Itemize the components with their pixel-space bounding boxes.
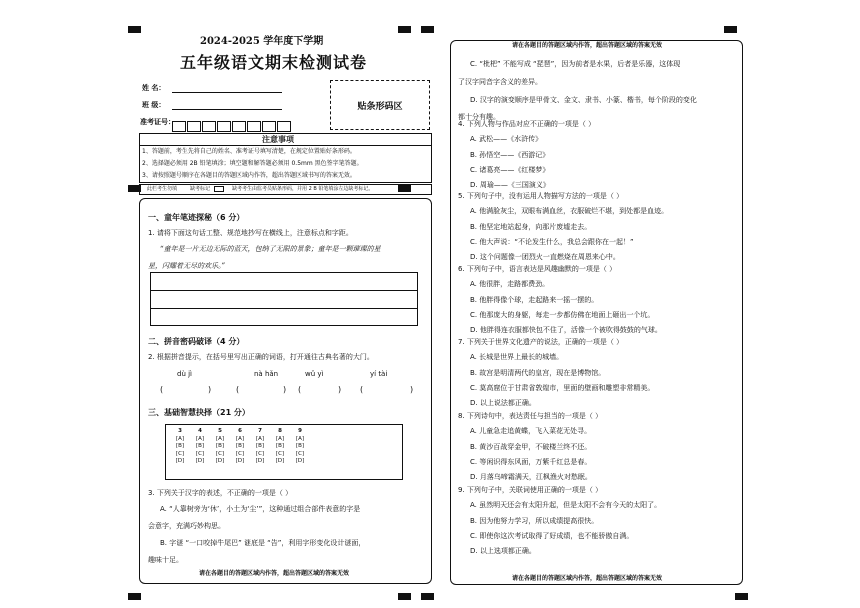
choice-grid-column [212, 428, 228, 466]
choice-grid-column [232, 428, 248, 466]
question-6-text: 6. 下列句子中，语言表达是风趣幽默的一项是（ ） [458, 265, 617, 273]
answer-paren-close[interactable]: ) [283, 385, 287, 394]
choice-bubble[interactable]: [D] [215, 458, 225, 465]
choice-bubble[interactable]: [B] [175, 443, 185, 450]
question-3-option-a-cont: 会意字，充满巧妙构思。 [148, 522, 225, 530]
choice-bubble[interactable]: [C] [195, 450, 205, 457]
choice-bubble[interactable]: [C] [255, 450, 265, 457]
choice-bubble[interactable]: [A] [215, 435, 225, 442]
choice-question-number: 9 [298, 428, 302, 434]
answer-paren-open[interactable]: ( [160, 385, 164, 394]
choice-bubble[interactable]: [A] [295, 435, 305, 442]
choice-bubble[interactable]: [C] [275, 450, 285, 457]
name-field[interactable] [172, 92, 282, 93]
answer-paren-open[interactable]: ( [360, 385, 364, 394]
choice-grid-column [172, 428, 188, 466]
exam-id-label: 准考证号： [140, 118, 175, 126]
pinyin-4: yí tài [370, 370, 388, 378]
class-label: 班 级： [142, 101, 166, 109]
alignment-mark [421, 26, 434, 33]
choice-bubble[interactable]: [B] [295, 443, 305, 450]
alignment-mark [735, 593, 748, 600]
barcode-area-label: 贴条形码区 [357, 101, 403, 112]
pinyin-1: dù jì [177, 370, 192, 378]
question-6-option: C. 他那庞大的身躯，每走一步都仿佛在地面上砸出一个坑。 [470, 311, 655, 319]
question-9-option: C. 即使你这次考试取得了好成绩，也不能骄傲自满。 [470, 532, 634, 540]
question-4-option: B. 孙悟空——《西游记》 [470, 151, 550, 159]
alignment-mark [128, 593, 141, 600]
choice-bubble[interactable]: [B] [255, 443, 265, 450]
name-label: 姓 名： [142, 84, 166, 92]
choice-grid-column [252, 428, 268, 466]
choice-bubble[interactable]: [C] [175, 450, 185, 457]
answer-paren-close[interactable]: ) [410, 385, 414, 394]
question-6-option: B. 他胖得像个球，走起路来一摇一摆的。 [470, 296, 599, 304]
notice-item-2: 2、选择题必须用 2B 铅笔填涂；填空题和解答题必须用 0.5mm 黑色签字笔答题。 [142, 160, 363, 167]
question-3-option-b: B. 字谜 “一口咬掉牛尾巴” 谜底是 “告”，利用字形变化设计谜面， [160, 539, 366, 547]
question-5-option: C. 他大声说：“不论发生什么，我总会跟你在一起！” [470, 238, 634, 246]
choice-bubble[interactable]: [D] [235, 458, 245, 465]
choice-bubble[interactable]: [D] [175, 458, 185, 465]
question-8-option: C. 等闲识得东风面，万紫千红总是春。 [470, 458, 592, 466]
writing-line [150, 308, 418, 309]
question-7-option: B. 故宫是明清两代的皇宫，现在是博物馆。 [470, 369, 606, 377]
choice-bubble[interactable]: [D] [255, 458, 265, 465]
choice-bubble[interactable]: [C] [235, 450, 245, 457]
barcode-area [330, 80, 430, 130]
question-3-option-b-cont: 趣味十足。 [148, 556, 183, 564]
question-4-option: C. 诸葛亮——《红楼梦》 [470, 166, 550, 174]
pinyin-3: wǔ yì [305, 370, 324, 378]
question-3-option-d-cont: 都十分有趣。 [458, 113, 500, 121]
choice-bubble[interactable]: [B] [215, 443, 225, 450]
question-9-option: B. 因为他努力学习，所以成绩提高很快。 [470, 517, 599, 525]
choice-bubble[interactable]: [C] [215, 450, 225, 457]
question-4-option: A. 武松——《水浒传》 [470, 135, 543, 143]
choice-question-number: 4 [198, 428, 202, 434]
answer-paren-close[interactable]: ) [338, 385, 342, 394]
question-6-option: D. 他胖得连衣服都快包不住了，活像一个被吹得鼓鼓的气球。 [470, 326, 662, 334]
choice-question-number: 3 [178, 428, 182, 434]
question-3-option-c: C. “枇杷” 不能写成 “琵琶”，因为前者是水果，后者是乐器，这体现 [470, 60, 681, 68]
choice-question-number: 7 [258, 428, 262, 434]
footer-note: 请在各题目的答题区域内作答，超出答题区域的答案无效 [199, 570, 350, 577]
alignment-mark [724, 26, 737, 33]
question-4-option: D. 周瑜——《三国演义》 [470, 181, 550, 189]
choice-bubble[interactable]: [D] [195, 458, 205, 465]
notice-title: 注意事项 [262, 135, 294, 144]
choice-bubble[interactable]: [A] [255, 435, 265, 442]
choice-question-number: 8 [278, 428, 282, 434]
alignment-mark [398, 593, 411, 600]
question-4-text: 4. 下列人物与作品对应不正确的一项是（ ） [458, 120, 596, 128]
exam-main-title: 五年级语文期末检测试卷 [180, 53, 368, 72]
quote-line-1: “童年是一片无边无际的蓝天，包纳了无限的景象；童年是一颗璀璨的星 [160, 245, 381, 253]
choice-bubble[interactable]: [C] [295, 450, 305, 457]
question-8-option: B. 黄沙百战穿金甲，不破楼兰终不还。 [470, 443, 592, 451]
question-2-text: 2. 根据拼音提示，在括号里写出正确的词语，打开通往古典名著的大门。 [148, 353, 374, 361]
choice-bubble[interactable]: [A] [275, 435, 285, 442]
writing-line [150, 290, 418, 291]
section-3-title: 三、基础智慧抉择（21 分） [148, 408, 250, 417]
question-3-option-c-cont: 了汉字同音字含义的差异。 [458, 78, 542, 86]
notice-divider [139, 145, 432, 146]
notice-item-1: 1、答题前，考生先将自己的姓名、准考证号填写清楚，在规定位置贴好条形码。 [142, 148, 356, 155]
absent-mark-box[interactable] [214, 186, 224, 192]
question-7-text: 7. 下列关于世界文化遗产的说法，正确的一项是（ ） [458, 338, 624, 346]
notice-item-3: 3、请按照题号顺序在各题目的答题区域内作答，超出答题区域书写的答案无效。 [142, 172, 356, 179]
question-1-text: 1. 请将下面这句话工整、规范地抄写在横线上，注意标点和字距。 [148, 229, 353, 237]
question-9-option: D. 以上选项都正确。 [470, 547, 536, 555]
choice-bubble[interactable]: [A] [175, 435, 185, 442]
question-5-option: A. 他满脸灰尘，双眼布满血丝，衣服破烂不堪，到处都是血迹。 [470, 207, 669, 215]
question-3-option-a: A. “人靠树旁为‘休’，小土为‘尘’”，这种通过组合部件表意的字是 [160, 505, 361, 513]
question-7-option: A. 长城是世界上最长的城墙。 [470, 353, 564, 361]
footer-note-right: 请在各题目的答题区域内作答，超出答题区域的答案无效 [512, 575, 663, 582]
choice-bubble[interactable]: [B] [195, 443, 205, 450]
question-3-option-d: D. 汉字的演变顺序是甲骨文、金文、隶书、小篆、楷书，每个阶段的变化 [470, 96, 697, 104]
question-7-option: C. 莫高窟位于甘肃省敦煌市，里面的壁画和雕塑非常精美。 [470, 384, 655, 392]
choice-question-number: 6 [238, 428, 242, 434]
pinyin-2: nà hǎn [254, 370, 279, 378]
choice-bubble[interactable]: [B] [235, 443, 245, 450]
question-9-option: A. 虽然明天还会有太阳升起，但是太阳不会有今天的太阳了。 [470, 501, 662, 509]
header-note-right: 请在各题目的答题区域内作答，超出答题区域的答案无效 [512, 42, 663, 49]
choice-grid-column [192, 428, 208, 466]
quote-line-2: 星，闪耀着无尽的欢乐。” [148, 262, 226, 270]
question-6-option: A. 他很胖，走路都费劲。 [470, 280, 550, 288]
question-5-option: B. 他坚定地站起身，向那片废墟走去。 [470, 223, 592, 231]
question-5-option: D. 这个问题像一团烈火一直燃烧在周恩来心中。 [470, 253, 620, 261]
section-2-title: 二、拼音密码破译（4 分） [148, 337, 245, 346]
answer-paren-open[interactable]: ( [298, 385, 302, 394]
question-8-option: D. 月落乌啼霜满天，江枫渔火对愁眠。 [470, 473, 592, 481]
answer-paren-close[interactable]: ) [208, 385, 212, 394]
alignment-mark [398, 26, 411, 33]
choice-grid-column [272, 428, 288, 466]
alignment-mark [128, 26, 141, 33]
choice-bubble[interactable]: [B] [275, 443, 285, 450]
question-3-text: 3. 下列关于汉字的表述，不正确的一项是（ ） [148, 489, 293, 497]
absent-label: 此栏考生勿填 [147, 186, 178, 192]
question-5-text: 5. 下列句子中，没有运用人物描写方法的一项是（ ） [458, 192, 624, 200]
question-9-text: 9. 下列句子中，关联词使用正确的一项是（ ） [458, 486, 603, 494]
copy-writing-area[interactable] [150, 272, 418, 326]
question-8-option: A. 儿童急走追黄蝶，飞入菜花无处寻。 [470, 427, 592, 435]
choice-bubble[interactable]: [A] [195, 435, 205, 442]
section-1-title: 一、童年笔迹探秘（6 分） [148, 213, 245, 222]
choice-grid-column [292, 428, 308, 466]
choice-bubble[interactable]: [D] [275, 458, 285, 465]
choice-bubble[interactable]: [A] [235, 435, 245, 442]
absent-note: 缺考考生由监考员贴条形码，并用 2 B 铅笔填涂左边缺考标记。 [232, 186, 374, 192]
choice-bubble[interactable]: [D] [295, 458, 305, 465]
answer-paren-open[interactable]: ( [236, 385, 240, 394]
question-8-text: 8. 下列诗句中，表达责任与担当的一项是（ ） [458, 412, 603, 420]
choice-question-number: 5 [218, 428, 222, 434]
absent-mark-label: 缺考标记 [190, 186, 211, 192]
class-field[interactable] [172, 109, 282, 110]
exam-year-title: 2024-2025 学年度下学期 [200, 36, 324, 47]
question-7-option: D. 以上说法都正确。 [470, 399, 536, 407]
alignment-mark [421, 593, 434, 600]
